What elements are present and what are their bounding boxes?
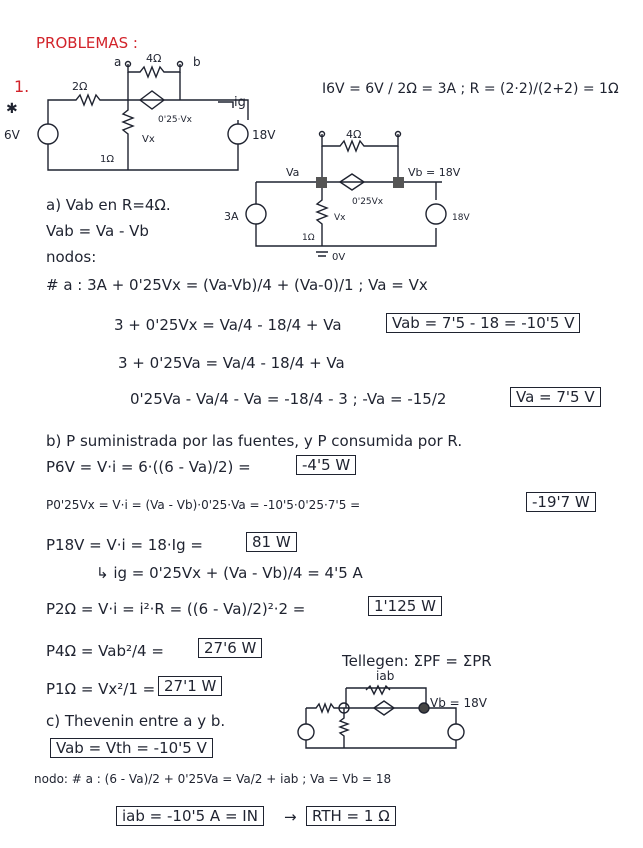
ig-label: ig <box>234 95 246 110</box>
p1ohm-equation: P1Ω = Vx²/1 = <box>46 680 156 698</box>
tellegen-note: Tellegen: ΣPF = ΣPR <box>342 652 492 670</box>
p18v-equation: P18V = V·i = 18·Ig = <box>46 536 203 554</box>
result-vab-box: Vab = 7'5 - 18 = -10'5 V <box>386 313 580 333</box>
vab-definition: Vab = Va - Vb <box>46 222 149 240</box>
eq-line-4: 0'25Va - Va/4 - Va = -18/4 - 3 ; -Va = -15/2 <box>130 390 447 408</box>
c2-va-label: Va <box>286 166 300 179</box>
r-top-label: 4Ω <box>146 52 162 65</box>
iab-box: iab = -10'5 A = IN <box>116 806 264 826</box>
ig-equation: ↳ ig = 0'25Vx + (Va - Vb)/4 = 4'5 A <box>96 564 363 582</box>
pdep-result: -19'7 W <box>526 492 596 512</box>
c2-vx-label: Vx <box>334 213 346 223</box>
formula-top: I6V = 6V / 2Ω = 3A ; R = (2·2)/(2+2) = 1Ω <box>322 81 619 97</box>
p4ohm-result: 27'6 W <box>198 638 262 658</box>
eq-line-2: 3 + 0'25Vx = Va/4 - 18/4 + Va <box>114 316 342 334</box>
circuit-diagram-2 <box>222 128 470 268</box>
source-right-label: 18V <box>252 128 276 142</box>
eq-line-3: 3 + 0'25Va = Va/4 - 18/4 + Va <box>118 354 345 372</box>
part-b-heading: b) P suministrada por las fuentes, y P consumida por R. <box>46 432 463 450</box>
c3-iab-label: iab <box>376 669 395 683</box>
page-title: PROBLEMAS : <box>36 34 138 52</box>
c2-src18-label: 18V <box>452 213 470 223</box>
p18v-result: 81 W <box>246 532 297 552</box>
pdep-equation: P0'25Vx = V·i = (Va - Vb)·0'25·Va = -10'5·0'25·7'5 = <box>46 498 361 512</box>
c2-src3a-label: 3A <box>224 210 239 223</box>
part-a-heading: a) Vab en R=4Ω. <box>46 196 171 214</box>
node-a-label: a <box>114 55 122 69</box>
dep-source-label: 0'25·Vx <box>158 115 192 125</box>
r-left-label: 2Ω <box>72 80 88 93</box>
c2-r1-label: 1Ω <box>302 233 315 243</box>
vx-label: Vx <box>142 134 155 145</box>
c2-dep-label: 0'25Vx <box>352 197 384 207</box>
p6v-result: -4'5 W <box>296 455 356 475</box>
node-b-label: b <box>193 55 201 69</box>
problem-number: 1. <box>14 77 30 96</box>
p2ohm-equation: P2Ω = V·i = i²·R = ((6 - Va)/2)²·2 = <box>46 600 306 618</box>
source-left-label: 6V <box>4 128 20 142</box>
star-mark: ✱ <box>6 101 18 117</box>
p6v-equation: P6V = V·i = 6·((6 - Va)/2) = <box>46 458 251 476</box>
c3-vb-label: Vb = 18V <box>430 696 487 710</box>
c2-r-top-label: 4Ω <box>346 128 362 141</box>
p1ohm-result: 27'1 W <box>158 676 222 696</box>
c2-gnd-label: 0V <box>332 252 346 263</box>
arrow-to-rth: → <box>284 808 297 826</box>
c2-vb-label: Vb = 18V <box>408 166 461 179</box>
r-mid-label: 1Ω <box>100 154 115 165</box>
vth-box: Vab = Vth = -10'5 V <box>50 738 213 758</box>
nodo-equation: nodo: # a : (6 - Va)/2 + 0'25Va = Va/2 + iab ; Va = Vb = 18 <box>34 772 392 786</box>
node-equation: # a : 3A + 0'25Vx = (Va-Vb)/4 + (Va-0)/1 ; Va = Vx <box>46 276 428 294</box>
result-va-box: Va = 7'5 V <box>510 387 601 407</box>
rth-box: RTH = 1 Ω <box>306 806 396 826</box>
p2ohm-result: 1'125 W <box>368 596 442 616</box>
p4ohm-equation: P4Ω = Vab²/4 = <box>46 642 164 660</box>
nodos-label: nodos: <box>46 248 97 266</box>
part-c-heading: c) Thevenin entre a y b. <box>46 712 226 730</box>
